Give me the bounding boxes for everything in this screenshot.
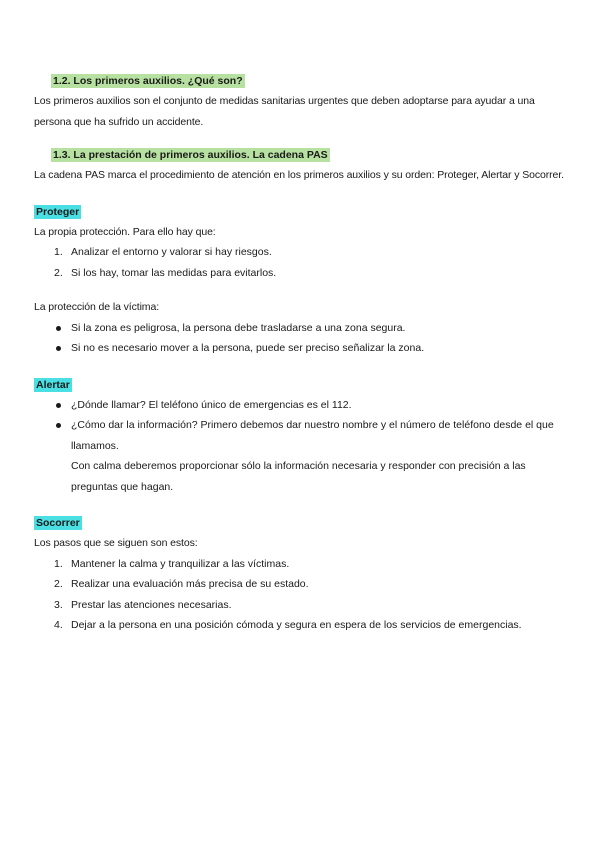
alertar-heading-text: Alertar	[36, 378, 70, 391]
section-1-3-title	[51, 146, 564, 165]
section-1-3-paragraph: La cadena PAS marca el procedimiento de atención en los primeros auxilios y su orden: Proteger, Alertar y Socorrer.	[34, 169, 564, 181]
list-number: 1.	[54, 246, 63, 258]
document-page	[34, 72, 564, 636]
list-number: 3.	[54, 598, 63, 611]
bullet-icon	[56, 346, 61, 351]
list-number: 4.	[54, 619, 63, 631]
list-item	[34, 395, 564, 416]
list-number: 2.	[54, 266, 63, 279]
section-1-3-title-text: 1.3. La prestación de primeros auxilios. La cadena PAS	[53, 149, 328, 161]
proteger-heading-text: Proteger	[36, 205, 80, 218]
list-item	[34, 554, 564, 575]
list-item-text: ¿Dónde llamar? El teléfono único de emergencias es el 112.	[71, 398, 352, 411]
list-item-text: Realizar una evaluación más precisa de su estado.	[71, 578, 309, 590]
socorrer-intro: Los pasos que se siguen son estos:	[34, 537, 198, 549]
section-1-2-title-text: 1.2. Los primeros auxilios. ¿Qué son?	[53, 75, 243, 87]
list-item	[34, 595, 564, 616]
alertar-heading	[34, 375, 564, 395]
list-item	[34, 318, 564, 339]
socorrer-heading	[34, 513, 564, 533]
list-item-text: Si la zona es peligrosa, la persona debe trasladarse a una zona segura.	[71, 321, 406, 334]
list-item	[34, 263, 564, 284]
victim-protection-intro: La protección de la víctima:	[34, 301, 160, 313]
list-item-text: Dejar a la persona en una posición cómoda y segura en espera de los servicios de emergencias.	[71, 619, 522, 631]
list-item	[34, 338, 564, 359]
socorrer-heading-text: Socorrer	[36, 517, 80, 529]
section-1-2-title	[51, 72, 564, 91]
list-item-text: Analizar el entorno y valorar si hay riesgos.	[71, 246, 272, 258]
list-item	[34, 415, 564, 456]
alertar-list	[34, 395, 564, 498]
list-number: 1.	[54, 557, 63, 570]
proteger-steps-list	[34, 242, 564, 283]
list-item	[34, 574, 564, 595]
victim-protection-list	[34, 318, 564, 359]
bullet-icon	[56, 403, 61, 408]
list-item-text: ¿Cómo dar la información? Primero debemos dar nuestro nombre y el número de teléfono desde el que llamamos.	[71, 419, 554, 452]
list-item	[34, 242, 564, 263]
section-1-2-paragraph: Los primeros auxilios son el conjunto de medidas sanitarias urgentes que deben adoptarse para ayudar a una persona que ha sufrido un accidente.	[34, 95, 535, 128]
list-item-text: Si no es necesario mover a la persona, puede ser preciso señalizar la zona.	[71, 342, 425, 354]
list-item-text: Mantener la calma y tranquilizar a las víctimas.	[71, 557, 290, 570]
proteger-intro: La propia protección. Para ello hay que:	[34, 225, 216, 238]
list-number: 2.	[54, 578, 63, 590]
list-item-text: Con calma deberemos proporcionar sólo la información necesaria y responder con precisión a las preguntas que hagan.	[71, 460, 526, 493]
list-item-continuation	[34, 456, 564, 497]
socorrer-steps-list	[34, 554, 564, 636]
proteger-heading	[34, 202, 564, 222]
list-item	[34, 615, 564, 636]
bullet-icon	[56, 326, 61, 331]
list-item-text: Prestar las atenciones necesarias.	[71, 598, 232, 611]
bullet-icon	[56, 423, 61, 428]
list-item-text: Si los hay, tomar las medidas para evitarlos.	[71, 266, 277, 279]
